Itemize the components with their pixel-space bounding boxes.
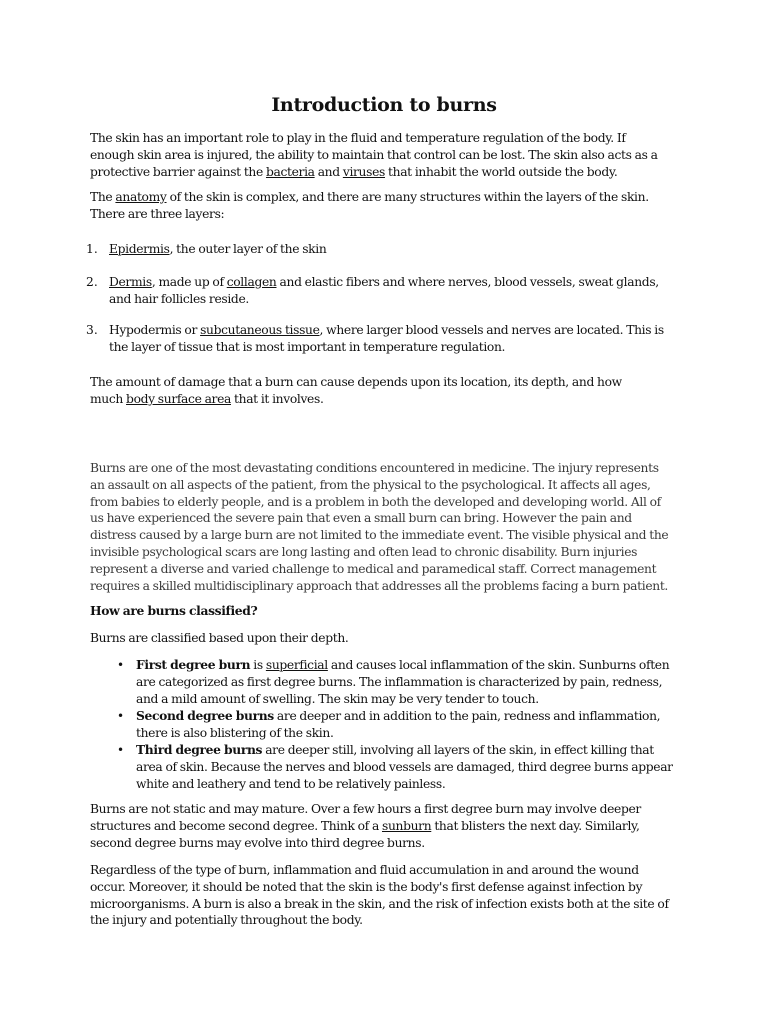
text-run: are deeper and in addition to the pain, redness and inflammation, (273, 709, 661, 723)
text-line: microorganisms. A burn is also a break in the skin, and the risk of infection exists both at the site of (90, 896, 669, 911)
text-run: The (90, 190, 116, 204)
text-run: protective barrier against the (90, 164, 266, 179)
text-line: invisible psychological scars are long lasting and often lead to chronic disability. Burn injuries (90, 544, 638, 559)
bullet-first-degree (136, 657, 669, 707)
text-line (90, 391, 622, 408)
text-line: The amount of damage that a burn can cause depends upon its location, its depth, and how (90, 375, 622, 389)
text-run: is (250, 658, 266, 672)
text-run: structures and become second degree. Think of a (90, 818, 382, 833)
text-line: occur. Moreover, it should be noted that the skin is the body's first defense against infection by (90, 879, 643, 894)
text-run: , made up of (151, 275, 227, 289)
sunburn-link[interactable]: sunburn (381, 818, 432, 833)
text-line: There are three layers: (90, 206, 225, 221)
text-run: that it involves. (230, 391, 324, 406)
classified-intro: Burns are classified based upon their depth. (90, 631, 349, 645)
text-line (109, 274, 659, 291)
body-surface-area-link[interactable]: body surface area (126, 391, 231, 406)
text-line: represent a diverse and varied challenge to medical and paramedical staff. Correct management (90, 561, 657, 576)
text-line (136, 657, 669, 674)
intro-paragraph (90, 130, 658, 180)
bullet-marker: • (117, 658, 125, 672)
bullet-third-degree (136, 742, 673, 792)
term-bold: Third degree burns (136, 742, 263, 757)
mature-paragraph (90, 801, 641, 851)
text-run: that blisters the next day. Similarly, (431, 818, 640, 833)
text-run: , the outer layer of the skin (169, 242, 327, 256)
text-line (90, 818, 641, 835)
section-heading: How are burns classified? (90, 603, 258, 618)
text-run: of the skin is complex, and there are many structures within the layers of the skin. (166, 190, 649, 204)
superficial-link[interactable]: superficial (265, 658, 328, 672)
subcutaneous-tissue-link[interactable]: subcutaneous tissue (200, 323, 320, 337)
anatomy-paragraph (90, 189, 649, 223)
text-line: there is also blistering of the skin. (136, 725, 334, 740)
text-line (109, 322, 664, 339)
bullet-marker: • (117, 709, 125, 723)
text-line: white and leathery and tend to be relatively painless. (136, 776, 446, 791)
page-title: Introduction to burns (271, 94, 497, 116)
text-run: , where larger blood vessels and nerves are located. This is (319, 323, 664, 337)
text-line: second degree burns may evolve into third degree burns. (90, 835, 425, 850)
list-number: 2. (86, 275, 98, 289)
text-line (136, 742, 673, 759)
text-line: and a mild amount of swelling. The skin may be very tender to touch. (136, 691, 539, 706)
epidermis-link[interactable]: Epidermis (109, 242, 170, 256)
dermis-link[interactable]: Dermis (109, 275, 152, 289)
text-line (109, 241, 326, 258)
text-run: and elastic fibers and where nerves, blood vessels, sweat glands, (276, 275, 659, 289)
burns-overview-paragraph (90, 460, 668, 594)
text-line: distress caused by a large burn are not limited to the immediate event. The visible physical and the (90, 528, 669, 543)
viruses-link[interactable]: viruses (342, 164, 385, 179)
text-line (90, 164, 658, 181)
text-line: Regardless of the type of burn, inflammation and fluid accumulation in and around the wound (90, 863, 639, 877)
text-line (136, 708, 660, 725)
text-run: and causes local inflammation of the skin. Sunburns often (327, 658, 670, 672)
text-run: and (314, 164, 343, 179)
term-bold: Second degree burns (136, 708, 274, 723)
text-line: are categorized as first degree burns. The inflammation is characterized by pain, redness, (136, 674, 663, 689)
bacteria-link[interactable]: bacteria (265, 164, 315, 179)
text-line: Burns are one of the most devastating conditions encountered in medicine. The injury represents (90, 461, 659, 475)
bullet-marker: • (117, 743, 125, 757)
collagen-link[interactable]: collagen (226, 275, 277, 289)
text-run: much (90, 391, 127, 406)
damage-paragraph (90, 374, 622, 408)
text-line: us have experienced the severe pain that even a small burn can bring. However the pain and (90, 511, 632, 526)
text-line: the layer of tissue that is most important in temperature regulation. (109, 339, 506, 354)
list-number: 1. (86, 242, 98, 256)
text-line: the injury and potentially throughout the body. (90, 913, 363, 928)
text-line: requires a skilled multidisciplinary approach that addresses all the problems facing a burn patient. (90, 578, 668, 593)
infection-paragraph (90, 862, 669, 929)
list-item-dermis (109, 274, 659, 308)
term-bold: First degree burn (136, 657, 251, 672)
text-line: Burns are not static and may mature. Over a few hours a first degree burn may involve deeper (90, 802, 641, 816)
text-line: enough skin area is injured, the ability to maintain that control can be lost. The skin also acts as a (90, 147, 658, 162)
text-line: an assault on all aspects of the patient, from the physical to the psychological. It affects all ages, (90, 477, 651, 492)
list-number: 3. (86, 323, 98, 337)
text-line: from babies to elderly people, and is a problem in both the developed and developing world. All of (90, 494, 661, 509)
list-item-hypodermis (109, 322, 664, 356)
text-line (90, 189, 649, 206)
text-run: that inhabit the world outside the body. (384, 164, 618, 179)
list-item-epidermis (109, 241, 326, 258)
anatomy-link[interactable]: anatomy (115, 190, 167, 204)
text-line: The skin has an important role to play in the fluid and temperature regulation of the body. If (90, 131, 626, 145)
text-line: area of skin. Because the nerves and blood vessels are damaged, third degree burns appear (136, 759, 673, 774)
text-line: and hair follicles reside. (109, 291, 249, 306)
text-run: are deeper still, involving all layers of the skin, in effect killing that (262, 743, 654, 757)
bullet-second-degree (136, 708, 660, 742)
text-run: Hypodermis or (109, 323, 201, 337)
